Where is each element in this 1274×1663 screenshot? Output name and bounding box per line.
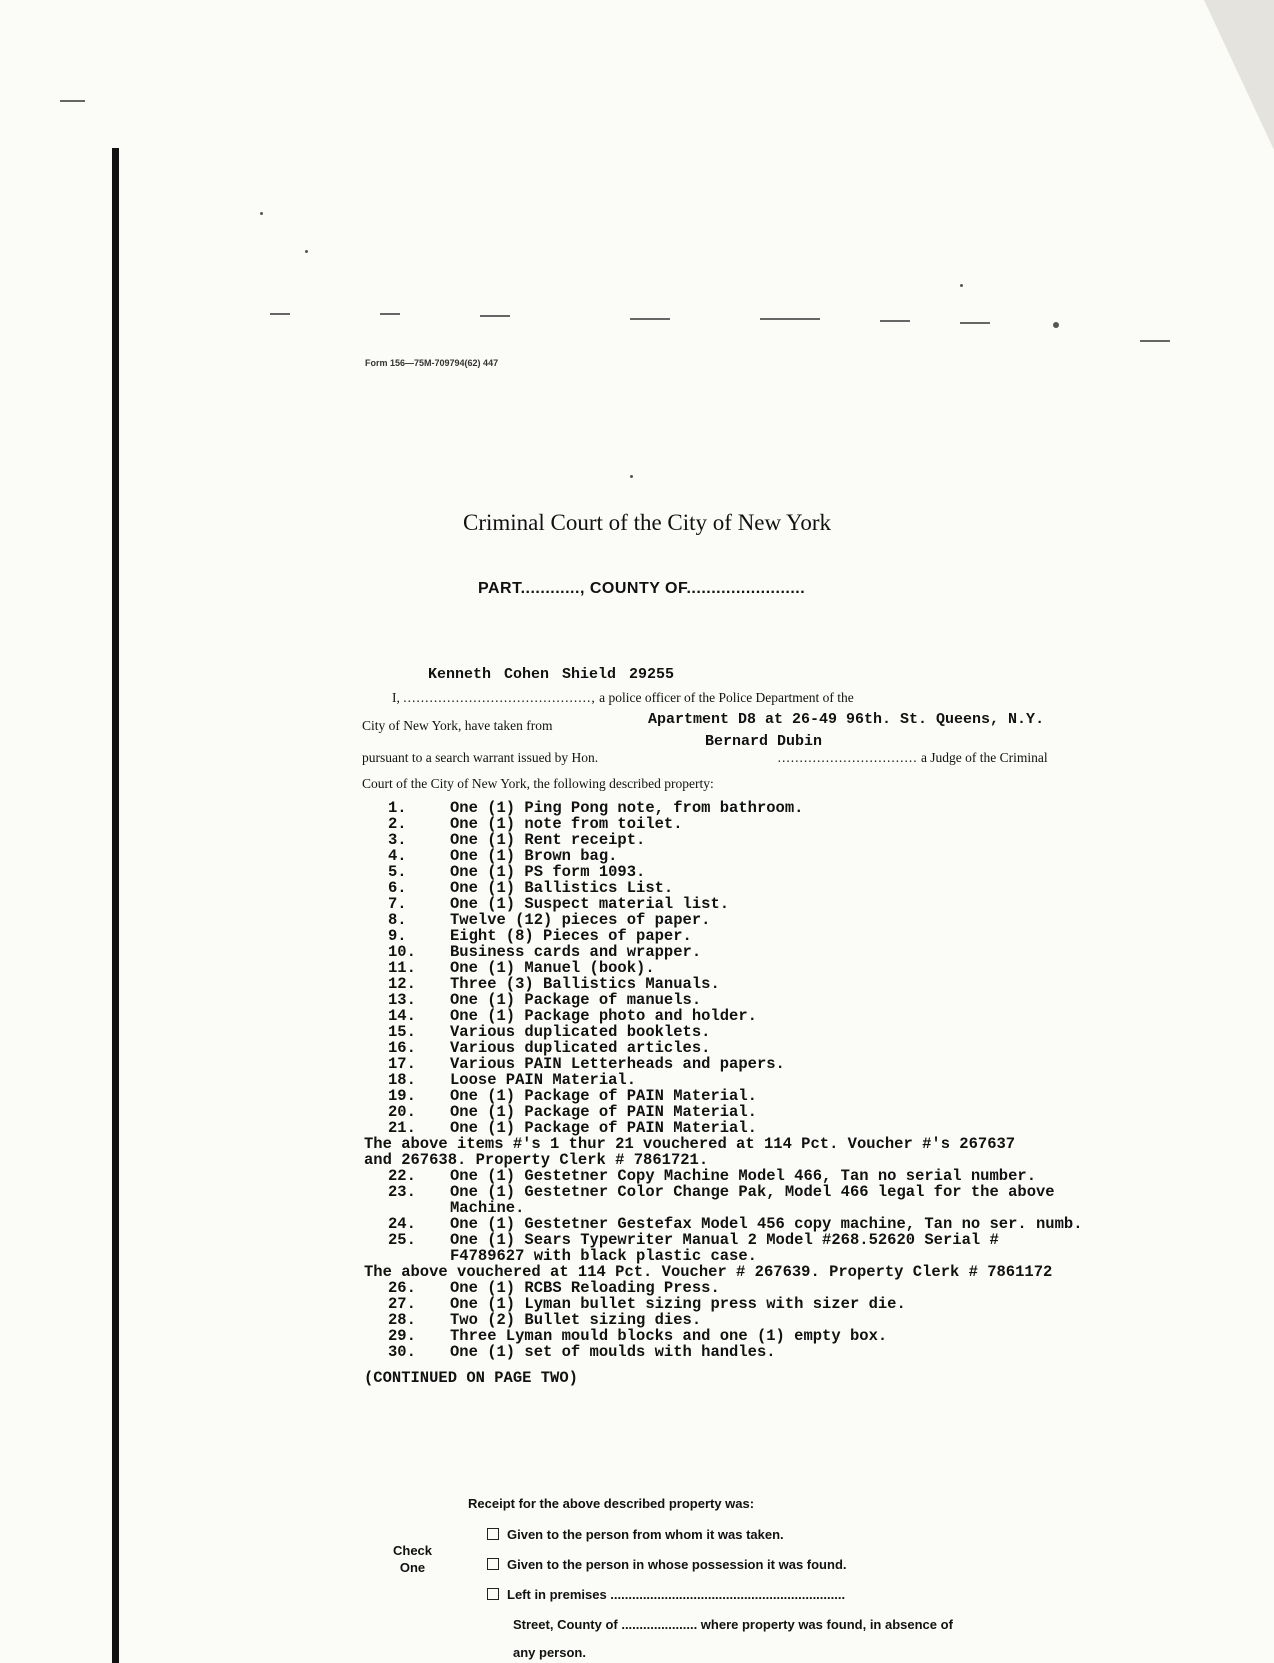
item-number: 1.	[388, 799, 407, 817]
list-item	[388, 1184, 1083, 1200]
item-text: Eight (8) Pieces of paper.	[450, 927, 692, 945]
option-label: Left in premises .................................................................	[507, 1587, 846, 1602]
list-item	[388, 992, 1083, 1008]
judge-line-suffix: a Judge of the Criminal	[920, 750, 1048, 765]
list-item	[388, 896, 1083, 912]
list-item	[388, 976, 1083, 992]
item-text: One (1) PS form 1093.	[450, 863, 646, 881]
item-number: 13.	[388, 991, 416, 1009]
scan-mark	[630, 318, 670, 320]
item-number: 22.	[388, 1167, 416, 1185]
item-text: One (1) Manuel (book).	[450, 959, 655, 977]
item-text: Various PAIN Letterheads and papers.	[450, 1055, 785, 1073]
court-title: Criminal Court of the City of New York	[463, 510, 831, 535]
item-number: 11.	[388, 959, 416, 977]
form-number: Form 156—75M-709794(62) 447	[365, 358, 499, 368]
list-item	[388, 1168, 1083, 1184]
list-item	[388, 1328, 1083, 1344]
list-item	[388, 1008, 1083, 1024]
checkbox-icon[interactable]	[487, 1558, 499, 1570]
item-text: One (1) Gestetner Copy Machine Model 466, Tan no serial number.	[450, 1167, 1036, 1185]
list-item	[388, 960, 1083, 976]
list-item	[388, 864, 1083, 880]
item-text: One (1) Package of PAIN Material.	[450, 1103, 757, 1121]
list-item	[388, 880, 1083, 896]
receipt-option-found[interactable]	[487, 1557, 847, 1572]
list-item	[388, 1312, 1083, 1328]
item-text: One (1) Package of PAIN Material.	[450, 1087, 757, 1105]
scan-mark	[480, 315, 510, 317]
item-number: 3.	[388, 831, 407, 849]
item-number: 16.	[388, 1039, 416, 1057]
option-label: Given to the person in whose possession it was found.	[507, 1557, 847, 1572]
scan-mark	[60, 100, 85, 102]
item-text: One (1) Gestetner Gestefax Model 456 copy machine, Tan no ser. numb.	[450, 1215, 1083, 1233]
list-item	[388, 1056, 1083, 1072]
item-text: One (1) Brown bag.	[450, 847, 618, 865]
item-number: 26.	[388, 1279, 416, 1297]
voucher-note-2: The above vouchered at 114 Pct. Voucher # 267639. Property Clerk # 7861172	[364, 1263, 1053, 1281]
item-number: 21.	[388, 1119, 416, 1137]
item-text: One (1) Package of manuels.	[450, 991, 702, 1009]
judge-name: Bernard Dubin	[705, 733, 823, 750]
item-number: 30.	[388, 1343, 416, 1361]
item-number: 5.	[388, 863, 407, 881]
folded-corner	[1204, 0, 1274, 150]
judge-line-prefix: pursuant to a search warrant issued by Hon.	[362, 750, 599, 765]
option-label: Given to the person from whom it was taken.	[507, 1527, 784, 1542]
item-text: One (1) Gestetner Color Change Pak, Model 466 legal for the above	[450, 1183, 1055, 1201]
list-item	[388, 1088, 1083, 1104]
item-number: 9.	[388, 927, 407, 945]
checkbox-icon[interactable]	[487, 1528, 499, 1540]
property-list	[364, 799, 1083, 1387]
item-number: 17.	[388, 1055, 416, 1073]
list-item	[388, 1072, 1083, 1088]
list-item	[388, 1248, 1083, 1264]
item-number: 19.	[388, 1087, 416, 1105]
item-text: One (1) Rent receipt.	[450, 831, 646, 849]
continued-note: (CONTINUED ON PAGE TWO)	[364, 1369, 578, 1387]
list-item	[388, 1232, 1083, 1248]
list-item	[388, 848, 1083, 864]
item-text: Twelve (12) pieces of paper.	[450, 911, 711, 929]
officer-line-dots: ...........................................,	[403, 690, 596, 705]
list-item	[388, 1104, 1083, 1120]
scan-mark	[960, 322, 990, 324]
list-item	[388, 928, 1083, 944]
scan-mark	[380, 313, 400, 315]
officer-line-suffix: a police officer of the Police Department of the	[599, 690, 854, 705]
item-number: 20.	[388, 1103, 416, 1121]
check-label: Check	[393, 1543, 433, 1558]
officer-line-prefix: I,	[392, 690, 400, 705]
item-text: One (1) Ballistics List.	[450, 879, 674, 897]
item-text: One (1) set of moulds with handles.	[450, 1343, 776, 1361]
item-text: One (1) note from toilet.	[450, 815, 683, 833]
item-text: F4789627 with black plastic case.	[450, 1247, 757, 1265]
judge-line-dots: ................................	[777, 750, 918, 765]
list-item	[388, 1280, 1083, 1296]
scan-mark	[760, 318, 820, 320]
item-text: Loose PAIN Material.	[450, 1071, 637, 1089]
one-label: One	[399, 1560, 426, 1575]
list-item	[388, 832, 1083, 848]
item-number: 18.	[388, 1071, 416, 1089]
list-item	[388, 1296, 1083, 1312]
item-number: 10.	[388, 943, 416, 961]
item-number: 24.	[388, 1215, 416, 1233]
any-person-line: any person.	[513, 1645, 586, 1660]
list-item	[388, 816, 1083, 832]
item-text: Machine.	[450, 1199, 525, 1217]
receipt-heading: Receipt for the above described property was:	[468, 1496, 755, 1511]
officer-name: Kenneth Cohen Shield 29255	[428, 666, 675, 683]
item-number: 29.	[388, 1327, 416, 1345]
item-text: Two (2) Bullet sizing dies.	[450, 1311, 702, 1329]
receipt-option-taken[interactable]	[487, 1527, 784, 1542]
item-number: 12.	[388, 975, 416, 993]
item-number: 6.	[388, 879, 407, 897]
scan-mark	[630, 475, 633, 478]
scan-mark	[1053, 322, 1059, 328]
item-number: 25.	[388, 1231, 416, 1249]
item-text: Three (3) Ballistics Manuals.	[450, 975, 720, 993]
list-item	[388, 1200, 1083, 1216]
list-item	[388, 944, 1083, 960]
scan-mark	[1140, 340, 1170, 342]
item-number: 8.	[388, 911, 407, 929]
item-number: 27.	[388, 1295, 416, 1313]
item-number: 14.	[388, 1007, 416, 1025]
taken-from-prefix: City of New York, have taken from	[362, 718, 553, 733]
item-number: 28.	[388, 1311, 416, 1329]
item-number: 23.	[388, 1183, 416, 1201]
list-item	[388, 1216, 1083, 1232]
property-intro: Court of the City of New York, the following described property:	[362, 776, 714, 791]
scan-mark	[270, 313, 290, 315]
item-number: 4.	[388, 847, 407, 865]
binding-edge	[112, 148, 119, 1663]
check-one-label	[393, 1542, 432, 1576]
item-text: Three Lyman mould blocks and one (1) empty box.	[450, 1327, 888, 1345]
checkbox-icon[interactable]	[487, 1588, 499, 1600]
list-item	[388, 1024, 1083, 1040]
receipt-option-premises[interactable]	[487, 1587, 845, 1602]
item-text: Various duplicated booklets.	[450, 1023, 711, 1041]
item-text: Business cards and wrapper.	[450, 943, 702, 961]
list-item	[388, 1040, 1083, 1056]
item-number: 7.	[388, 895, 407, 913]
taken-from-value: Apartment D8 at 26-49 96th. St. Queens, N.Y.	[648, 711, 1045, 728]
item-text: One (1) Lyman bullet sizing press with sizer die.	[450, 1295, 906, 1313]
item-number: 2.	[388, 815, 407, 833]
scan-mark	[260, 212, 263, 215]
item-text: One (1) Package photo and holder.	[450, 1007, 757, 1025]
scan-mark	[880, 320, 910, 322]
item-text: One (1) Suspect material list.	[450, 895, 730, 913]
list-item	[388, 1344, 1083, 1360]
item-number: 15.	[388, 1023, 416, 1041]
list-item	[388, 1120, 1083, 1136]
judge-line	[362, 750, 1048, 766]
voucher-note-1	[364, 1136, 1083, 1168]
voucher-note-line: and 267638. Property Clerk # 7861721.	[364, 1151, 709, 1169]
part-county-line: PART............, COUNTY OF........................	[478, 580, 806, 597]
item-text: One (1) Sears Typewriter Manual 2 Model #268.52620 Serial #	[450, 1231, 999, 1249]
voucher-note-line: The above items #'s 1 thur 21 vouchered at 114 Pct. Voucher #'s 267637	[364, 1135, 1016, 1153]
scan-mark	[305, 250, 308, 253]
officer-line	[392, 690, 854, 706]
item-text: One (1) RCBS Reloading Press.	[450, 1279, 720, 1297]
list-item	[388, 800, 1083, 816]
item-text: Various duplicated articles.	[450, 1039, 711, 1057]
item-text: One (1) Package of PAIN Material.	[450, 1119, 757, 1137]
list-item	[388, 912, 1083, 928]
street-county-line: Street, County of ..................... where property was found, in absence of	[513, 1617, 953, 1632]
item-text: One (1) Ping Pong note, from bathroom.	[450, 799, 804, 817]
scan-mark	[960, 284, 963, 287]
